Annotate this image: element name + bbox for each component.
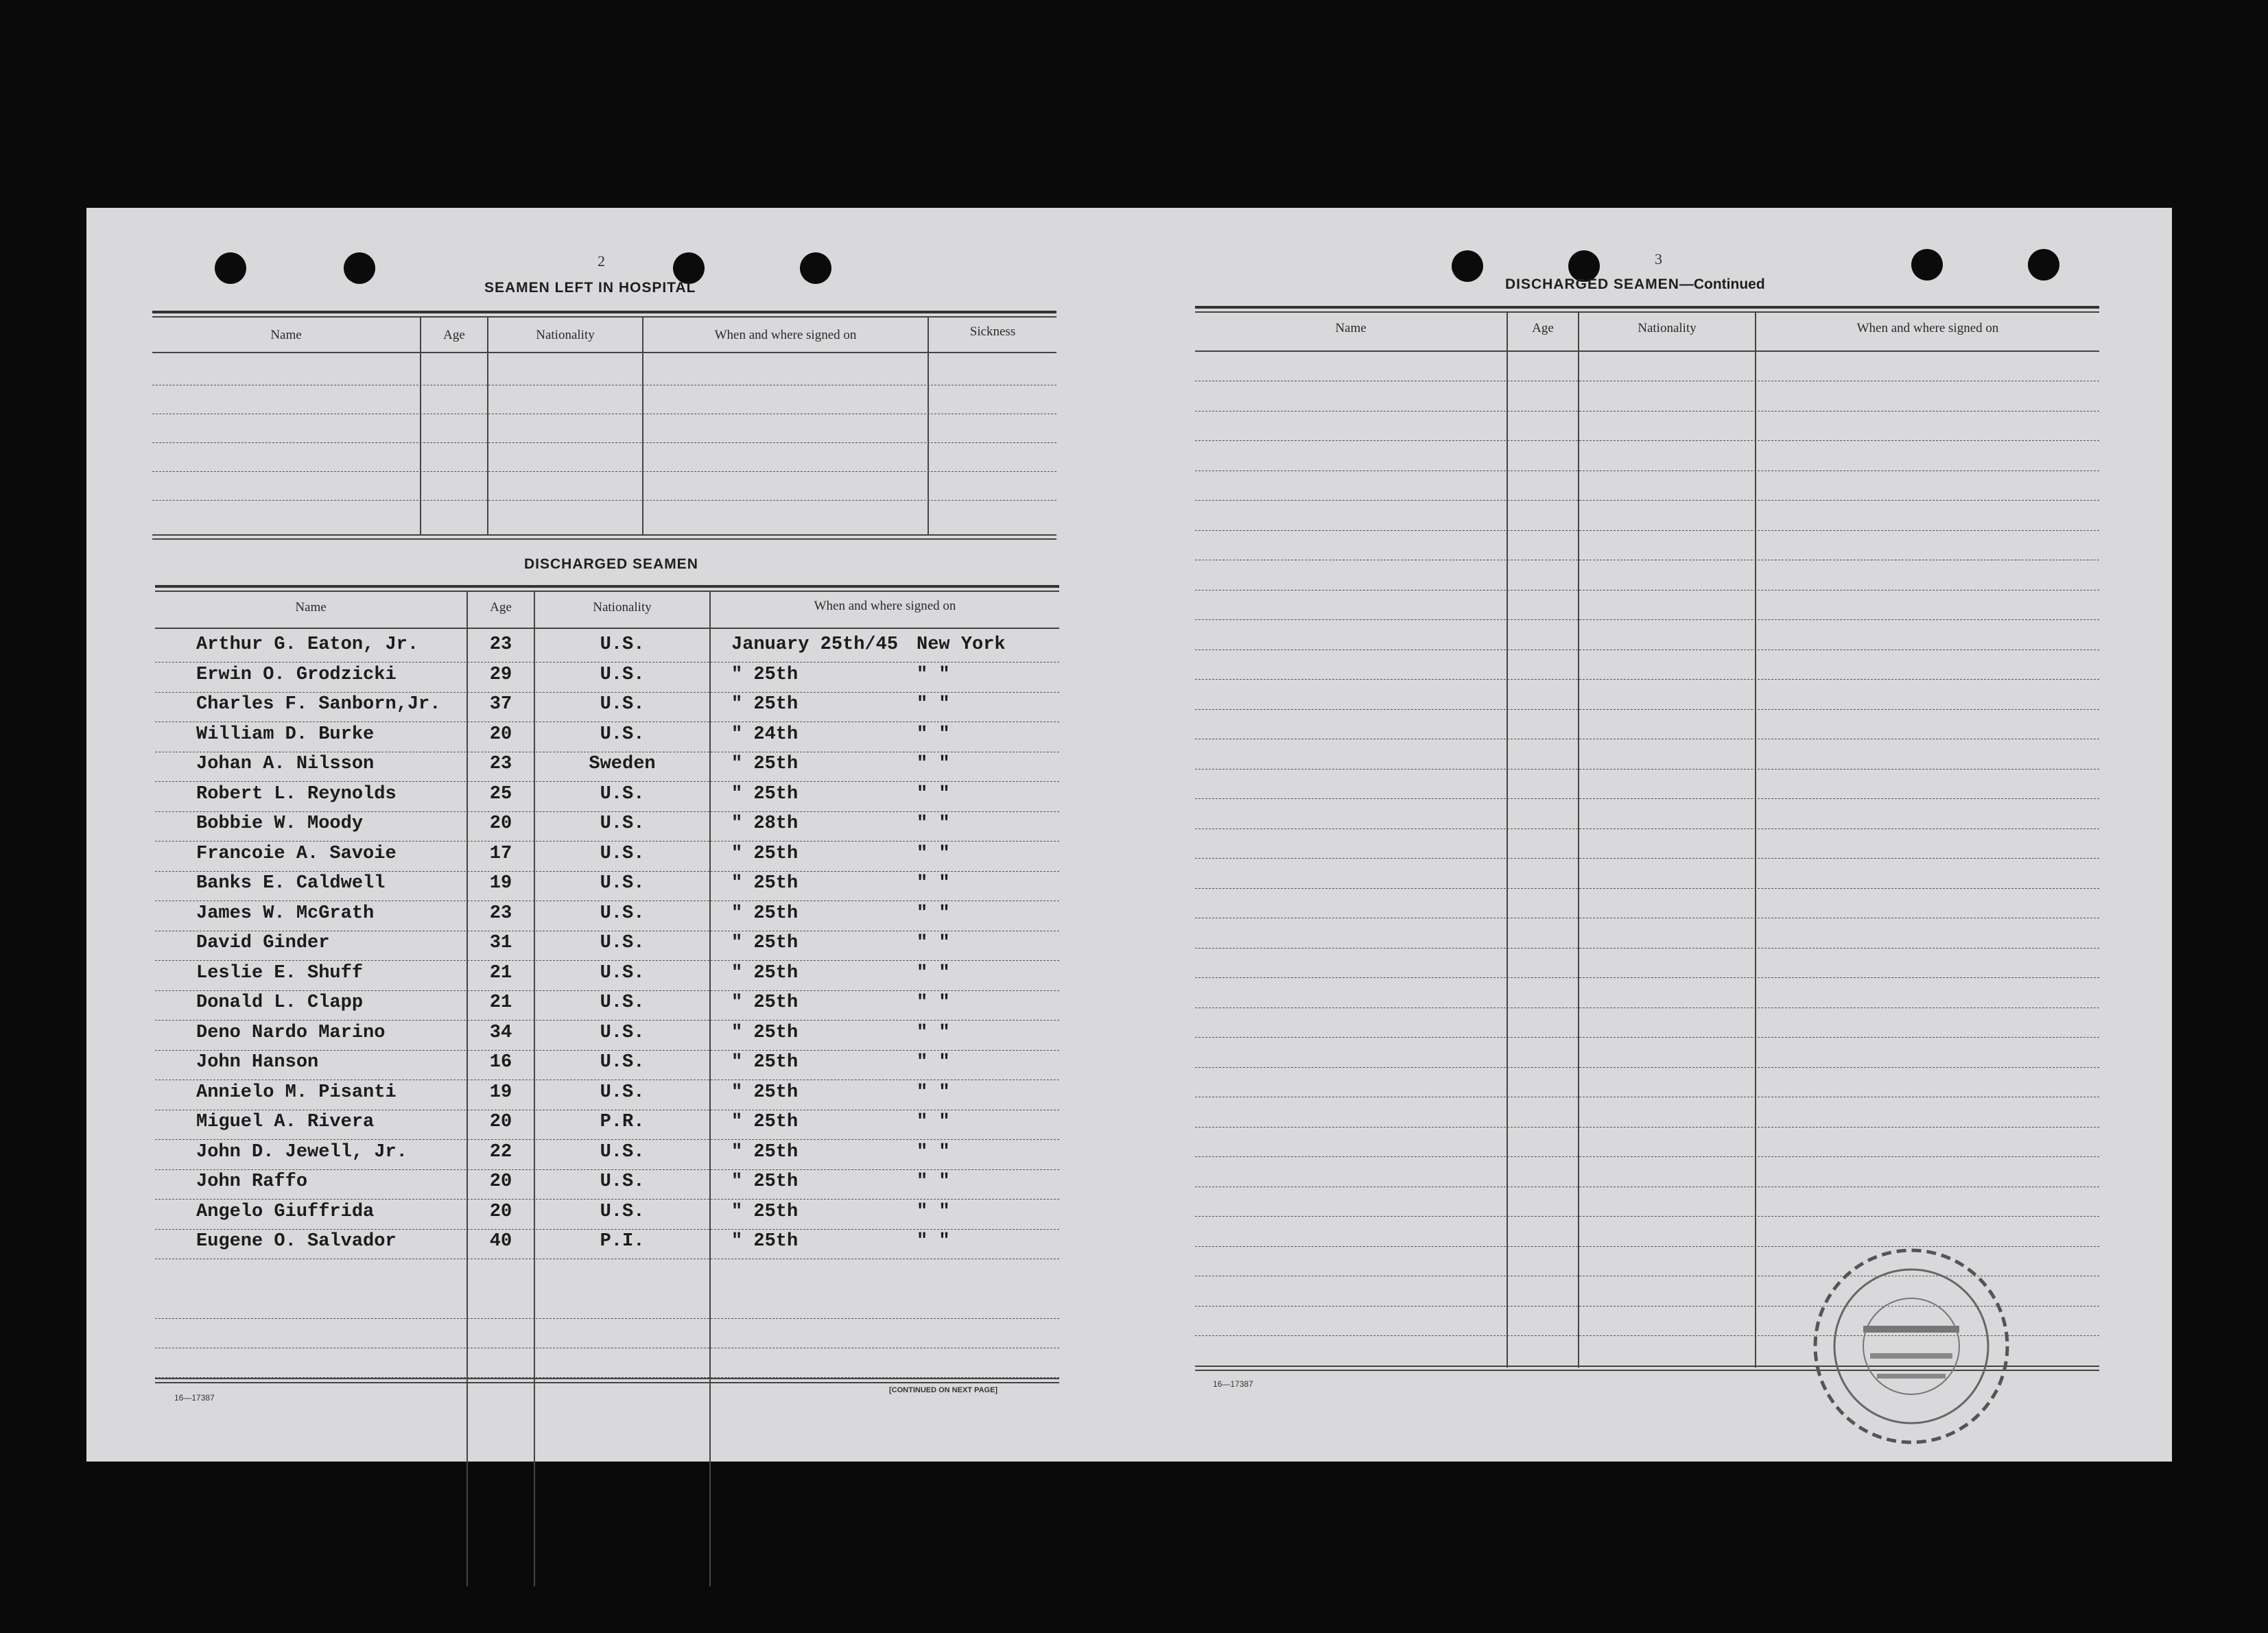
signed-on-date: " 25th (731, 1171, 799, 1192)
discharged-continued-title-main: DISCHARGED SEAMEN (1505, 276, 1679, 292)
signed-on-date: " 25th (731, 873, 799, 894)
seaman-name: Deno Nardo Marino (196, 1022, 386, 1043)
seaman-nationality: U.S. (600, 903, 645, 924)
signed-on-place: " " (917, 962, 950, 984)
seaman-name: John D. Jewell, Jr. (196, 1141, 407, 1163)
signed-on-place: " " (917, 1231, 950, 1252)
row-divider (1195, 500, 2099, 501)
continued-header-nationality: Nationality (1638, 321, 1697, 335)
seaman-age: 40 (489, 1231, 512, 1252)
row-divider (1195, 709, 2099, 710)
row-divider (155, 692, 1059, 693)
signed-on-place: " " (917, 783, 950, 804)
hospital-header-sickness: Sickness (969, 324, 1016, 339)
signed-on-place: " " (917, 1082, 950, 1103)
seaman-nationality: U.S. (600, 694, 645, 715)
signed-on-place: " " (917, 1052, 950, 1073)
punch-hole (800, 252, 831, 284)
discharged-continued-title (1505, 276, 1765, 293)
seaman-name: William D. Burke (196, 724, 375, 745)
seaman-name: Bobbie W. Moody (196, 813, 364, 834)
seaman-name: Johan A. Nilsson (196, 754, 375, 774)
signed-on-place: " " (917, 694, 950, 715)
seaman-nationality: P.R. (600, 1112, 645, 1132)
signed-on-date: " 25th (731, 1141, 799, 1163)
signed-on-date: " 25th (731, 933, 799, 953)
seaman-name: Eugene O. Salvador (196, 1231, 397, 1252)
signed-on-date: " 25th (731, 1112, 799, 1132)
row-divider (1195, 1156, 2099, 1157)
row-divider (1195, 1037, 2099, 1038)
signed-on-date: " 24th (731, 724, 799, 745)
row-divider (155, 1139, 1059, 1140)
row-divider (1195, 530, 2099, 531)
seaman-nationality: U.S. (600, 1171, 645, 1192)
seaman-name: Donald L. Clapp (196, 992, 364, 1013)
row-divider (155, 871, 1059, 872)
form-number: 16—17387 (174, 1393, 215, 1403)
seaman-nationality: U.S. (600, 1052, 645, 1073)
discharged-header-age: Age (490, 600, 512, 615)
seaman-nationality: U.S. (600, 664, 645, 685)
signed-on-place: " " (917, 1201, 950, 1222)
punch-hole (344, 252, 375, 284)
signed-on-date: " 25th (731, 1052, 799, 1073)
hospital-section-title: SEAMEN LEFT IN HOSPITAL (484, 280, 696, 296)
row-divider (1195, 948, 2099, 949)
punch-hole (1452, 250, 1483, 282)
row-divider (155, 811, 1059, 812)
seaman-name: James W. McGrath (196, 903, 375, 924)
seaman-nationality: U.S. (600, 1201, 645, 1222)
hospital-header-nationality: Nationality (536, 328, 595, 342)
signed-on-place: " " (917, 1171, 950, 1192)
signed-on-place: " " (917, 1022, 950, 1043)
signed-on-date: " 25th (731, 694, 799, 715)
seaman-age: 34 (489, 1022, 512, 1043)
row-divider (155, 781, 1059, 782)
seaman-name: Charles F. Sanborn,Jr. (196, 694, 441, 715)
discharged-header-name: Name (295, 600, 327, 615)
seaman-name: Leslie E. Shuff (196, 962, 364, 984)
hospital-header-age: Age (443, 328, 465, 342)
punch-hole (2028, 249, 2059, 281)
discharged-header-nationality: Nationality (593, 600, 652, 615)
seaman-nationality: U.S. (600, 813, 645, 834)
signed-on-date: January 25th/45 (731, 634, 899, 655)
seaman-nationality: U.S. (600, 724, 645, 745)
row-divider (1195, 888, 2099, 889)
seaman-name: Francoie A. Savoie (196, 843, 397, 864)
seaman-nationality: U.S. (600, 992, 645, 1013)
signed-on-place: " " (917, 903, 950, 924)
signed-on-date: " 25th (731, 1201, 799, 1222)
seaman-age: 21 (489, 992, 512, 1013)
seaman-nationality: U.S. (600, 843, 645, 864)
row-divider (155, 1229, 1059, 1230)
signed-on-place: " " (917, 664, 950, 685)
row-divider (1195, 440, 2099, 441)
signed-on-place: " " (917, 1141, 950, 1163)
row-divider (1195, 679, 2099, 680)
form-number: 16—17387 (1213, 1379, 1253, 1389)
hospital-header-name: Name (270, 328, 302, 342)
punch-hole (215, 252, 246, 284)
row-divider (155, 662, 1059, 663)
row-divider (155, 1199, 1059, 1200)
seaman-nationality: U.S. (600, 1082, 645, 1103)
signed-on-place: " " (917, 992, 950, 1013)
continued-header-name: Name (1335, 321, 1367, 335)
seaman-nationality: U.S. (600, 933, 645, 953)
row-divider (1195, 411, 2099, 412)
signed-on-date: " 25th (731, 1022, 799, 1043)
signed-on-place: " " (917, 843, 950, 864)
discharged-section-title: DISCHARGED SEAMEN (524, 556, 698, 572)
signed-on-place: " " (917, 933, 950, 953)
seaman-name: Banks E. Caldwell (196, 873, 386, 894)
seaman-nationality: P.I. (600, 1231, 645, 1252)
row-divider (1195, 1216, 2099, 1217)
seaman-age: 29 (489, 664, 512, 685)
signed-on-date: " 25th (731, 903, 799, 924)
seaman-age: 23 (489, 754, 512, 774)
row-divider (155, 1169, 1059, 1170)
signed-on-place: " " (917, 1112, 950, 1132)
seaman-age: 17 (489, 843, 512, 864)
seaman-nationality: U.S. (600, 634, 645, 655)
seaman-nationality: U.S. (600, 873, 645, 894)
seaman-name: Miguel A. Rivera (196, 1112, 375, 1132)
row-divider (1195, 470, 2099, 471)
signed-on-date: " 25th (731, 754, 799, 774)
seaman-age: 19 (489, 1082, 512, 1103)
row-divider (1195, 1127, 2099, 1128)
seaman-name: Robert L. Reynolds (196, 783, 397, 804)
seaman-age: 20 (489, 813, 512, 834)
discharged-header-signed-on: When and where signed on (814, 599, 956, 613)
seaman-nationality: U.S. (600, 962, 645, 984)
continued-header-age: Age (1532, 321, 1554, 335)
signed-on-date: " 25th (731, 992, 799, 1013)
seaman-age: 23 (489, 903, 512, 924)
signed-on-date: " 25th (731, 1082, 799, 1103)
seaman-name: Angelo Giuffrida (196, 1201, 375, 1222)
punch-hole (1911, 249, 1943, 281)
seaman-age: 21 (489, 962, 512, 984)
seaman-age: 37 (489, 694, 512, 715)
row-divider (1195, 798, 2099, 799)
row-divider (1195, 769, 2099, 770)
row-divider (1195, 590, 2099, 591)
seaman-age: 25 (489, 783, 512, 804)
seaman-name: John Hanson (196, 1052, 319, 1073)
hospital-header-signed-on: When and where signed on (714, 328, 857, 342)
row-divider (1195, 977, 2099, 978)
seaman-age: 20 (489, 724, 512, 745)
seaman-age: 16 (489, 1052, 512, 1073)
document-sheet (86, 208, 2172, 1462)
signed-on-place: " " (917, 754, 950, 774)
row-divider (155, 960, 1059, 961)
seaman-age: 19 (489, 873, 512, 894)
signed-on-date: " 25th (731, 664, 799, 685)
row-divider (1195, 619, 2099, 620)
seaman-age: 31 (489, 933, 512, 953)
row-divider (155, 841, 1059, 842)
seaman-name: Annielo M. Pisanti (196, 1082, 397, 1103)
row-divider (155, 1050, 1059, 1051)
seaman-name: Arthur G. Eaton, Jr. (196, 634, 419, 655)
seaman-name: Erwin O. Grodzicki (196, 664, 397, 685)
signed-on-date: " 25th (731, 962, 799, 984)
continued-header-signed-on: When and where signed on (1856, 321, 1999, 335)
postmark-stamp (1802, 1237, 2021, 1456)
seaman-age: 23 (489, 634, 512, 655)
signed-on-place: " " (917, 724, 950, 745)
seaman-name: David Ginder (196, 933, 330, 953)
signed-on-date: " 25th (731, 1231, 799, 1252)
seaman-nationality: U.S. (600, 1141, 645, 1163)
discharged-continued-suffix: —Continued (1679, 276, 1765, 292)
row-divider (155, 1020, 1059, 1021)
signed-on-place: New York (917, 634, 1006, 655)
row-divider (1195, 649, 2099, 650)
seaman-nationality: U.S. (600, 783, 645, 804)
seaman-name: John Raffo (196, 1171, 308, 1192)
signed-on-place: " " (917, 813, 950, 834)
seaman-nationality: Sweden (589, 754, 656, 774)
page-number: 2 (598, 252, 605, 270)
signed-on-date: " 25th (731, 843, 799, 864)
signed-on-date: " 28th (731, 813, 799, 834)
continued-note: [CONTINUED ON NEXT PAGE] (889, 1386, 998, 1394)
seaman-age: 20 (489, 1112, 512, 1132)
seaman-age: 22 (489, 1141, 512, 1163)
row-divider (155, 1318, 1059, 1319)
signed-on-place: " " (917, 873, 950, 894)
seaman-nationality: U.S. (600, 1022, 645, 1043)
seaman-age: 20 (489, 1171, 512, 1192)
page-number: 3 (1655, 250, 1662, 267)
row-divider (155, 990, 1059, 991)
seaman-age: 20 (489, 1201, 512, 1222)
row-divider (1195, 858, 2099, 859)
signed-on-date: " 25th (731, 783, 799, 804)
row-divider (1195, 1067, 2099, 1068)
